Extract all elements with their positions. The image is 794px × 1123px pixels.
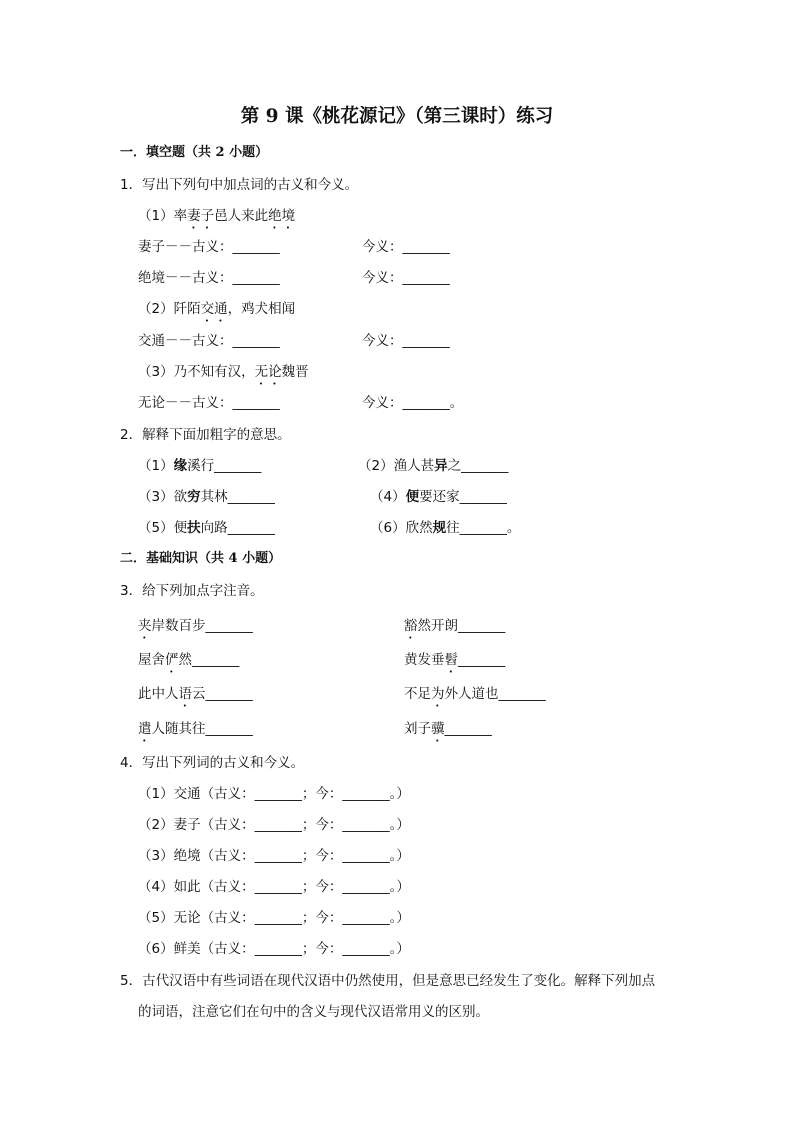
bold-char: 扶	[187, 520, 201, 536]
dotted-word: 交通	[200, 301, 228, 317]
dotted-char: 遣	[138, 721, 152, 737]
q3-item-4: 黄发垂髫_______	[404, 652, 506, 668]
q2-item-2: （2）渔人甚异之_______	[358, 458, 509, 474]
bold-char: 穷	[187, 489, 201, 505]
q2-item-4: （4）便要还家_______	[370, 489, 507, 505]
q4-item-3: （3）绝境（古义：_______；今：_______。）	[138, 848, 410, 864]
dotted-word: 妻子	[187, 208, 215, 224]
section-heading-basics: 二．基础知识（共 4 小题）	[120, 551, 282, 566]
q2-item-5: （5）便扶向路_______	[138, 520, 275, 536]
q1-sentence-3: （3）乃不知有汉，无论魏晋	[138, 364, 309, 380]
dotted-char: 骥	[431, 721, 445, 737]
q3-item-1: 夹岸数百步_______	[138, 618, 253, 634]
question-2-stem: 2．解释下面加粗字的意思。	[120, 427, 291, 443]
q3-item-6: 不足为外人道也_______	[404, 686, 546, 702]
question-5-stem-line-1: 5．古代汉语中有些词语在现代汉语中仍然使用，但是意思已经发生了变化。解释下列加点	[120, 973, 656, 989]
q3-item-7: 遣人随其往_______	[138, 721, 253, 737]
question-5-stem-line-2: 的词语，注意它们在句中的含义与现代汉语常用义的区别。	[138, 1004, 489, 1020]
q4-item-1: （1）交通（古义：_______；今：_______。）	[138, 786, 410, 802]
q1-row-qizi-ancient: 妻子－－古义：_______	[138, 239, 280, 255]
q2-item-1: （1）缘溪行_______	[138, 458, 262, 474]
q1-row-jiaotong-modern: 今义：_______	[362, 333, 450, 349]
dotted-char: 髫	[444, 652, 458, 668]
q1-row-juejing-modern: 今义：_______	[362, 270, 450, 286]
dotted-char: 夹	[138, 618, 152, 634]
page-title: 第 9 课《桃花源记》（第三课时）练习	[240, 106, 554, 127]
dotted-char: 语	[178, 686, 192, 702]
question-3-stem: 3．给下列加点字注音。	[120, 583, 264, 599]
q4-item-5: （5）无论（古义：_______；今：_______。）	[138, 910, 410, 926]
q3-item-2: 豁然开朗_______	[404, 618, 506, 634]
q1-row-qizi-modern: 今义：_______	[362, 239, 450, 255]
q4-item-2: （2）妻子（古义：_______；今：_______。）	[138, 817, 410, 833]
dotted-word: 无论	[254, 364, 282, 380]
dotted-char: 为	[431, 686, 445, 702]
q1-row-wulun-ancient: 无论－－古义：_______	[138, 395, 280, 411]
question-4-stem: 4．写出下列词的古义和今义。	[120, 755, 305, 771]
bold-char: 规	[432, 520, 447, 536]
q2-item-6: （6）欣然规往_______。	[370, 520, 521, 536]
question-1-stem: 1．写出下列句中加点词的古义和今义。	[120, 177, 359, 193]
q3-item-3: 屋舍俨然_______	[138, 652, 240, 668]
q3-item-5: 此中人语云_______	[138, 686, 253, 702]
q2-item-3: （3）欲穷其林_______	[138, 489, 275, 505]
bold-char: 便	[405, 489, 420, 505]
dotted-char: 俨	[165, 652, 179, 668]
q4-item-6: （6）鲜美（古义：_______；今：_______。）	[138, 941, 410, 957]
q3-item-8: 刘子骥_______	[404, 721, 492, 737]
q1-sentence-1: （1）率妻子邑人来此绝境	[138, 208, 296, 224]
bold-char: 缘	[173, 458, 188, 474]
q4-item-4: （4）如此（古义：_______；今：_______。）	[138, 879, 410, 895]
q1-row-juejing-ancient: 绝境－－古义：_______	[138, 270, 280, 286]
bold-char: 异	[434, 458, 448, 474]
q1-row-wulun-modern: 今义：_______。	[362, 395, 464, 411]
q1-row-jiaotong-ancient: 交通－－古义：_______	[138, 333, 280, 349]
section-heading-fill-blank: 一．填空题（共 2 小题）	[120, 145, 269, 160]
dotted-word: 绝境	[268, 208, 296, 224]
q1-sentence-2: （2）阡陌交通，鸡犬相闻	[138, 301, 296, 317]
dotted-char: 豁	[404, 618, 418, 634]
